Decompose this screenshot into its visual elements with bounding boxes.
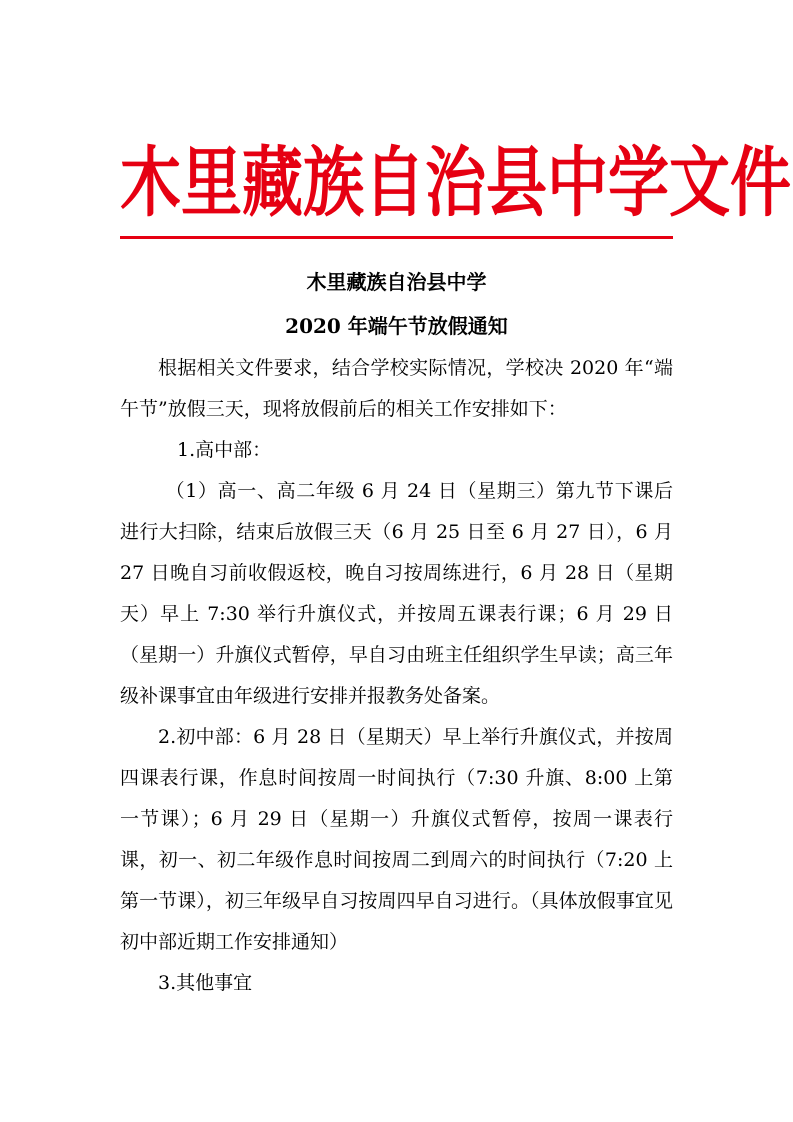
notice-title: 2020 年端午节放假通知 — [285, 314, 508, 338]
senior-high-paragraph: （1）高一、高二年级 6 月 24 日（星期三）第九节下课后进行大扫除，结束后放假三天（6 月 25 日至 6 月 27 日），6 月 27 日晚自习前收假返校，晚自习按周练进行，6 月 28 日（星期天）早上 7:30 举行升旗仪式，并按周五课表行课；6 月 29 日（星期一）升旗仪式暂停，早自习由班主任组织学生早读；高三年级补课事宜由年级进行安排并报教务处备案。 — [120, 480, 673, 707]
red-letterhead-title: 木里藏族自治县中学文件 — [120, 139, 792, 228]
red-letterhead-rule — [120, 236, 673, 239]
notice-school-name: 木里藏族自治县中学 — [306, 270, 487, 294]
intro-paragraph: 根据相关文件要求，结合学校实际情况，学校决 2020 年“端午节”放假三天，现将放假前后的相关工作安排如下： — [120, 357, 673, 420]
section-heading-senior-high: 1.高中部： — [177, 439, 272, 461]
junior-high-paragraph: 2.初中部：6 月 28 日（星期天）早上举行升旗仪式，并按周四课表行课，作息时间按周一时间执行（7:30 升旗、8:00 上第一节课）；6 月 29 日（星期一）升旗仪式暂停，按周一课表行课，初一、初二年级作息时间按周二到周六的时间执行（7:20 上第一节课），初三年级早自习按周四早自习进行。（具体放假事宜见初中部近期工作安排通知） — [120, 726, 673, 953]
section-heading-other-matters: 3.其他事宜 — [158, 972, 253, 994]
notice-body — [120, 348, 673, 1004]
